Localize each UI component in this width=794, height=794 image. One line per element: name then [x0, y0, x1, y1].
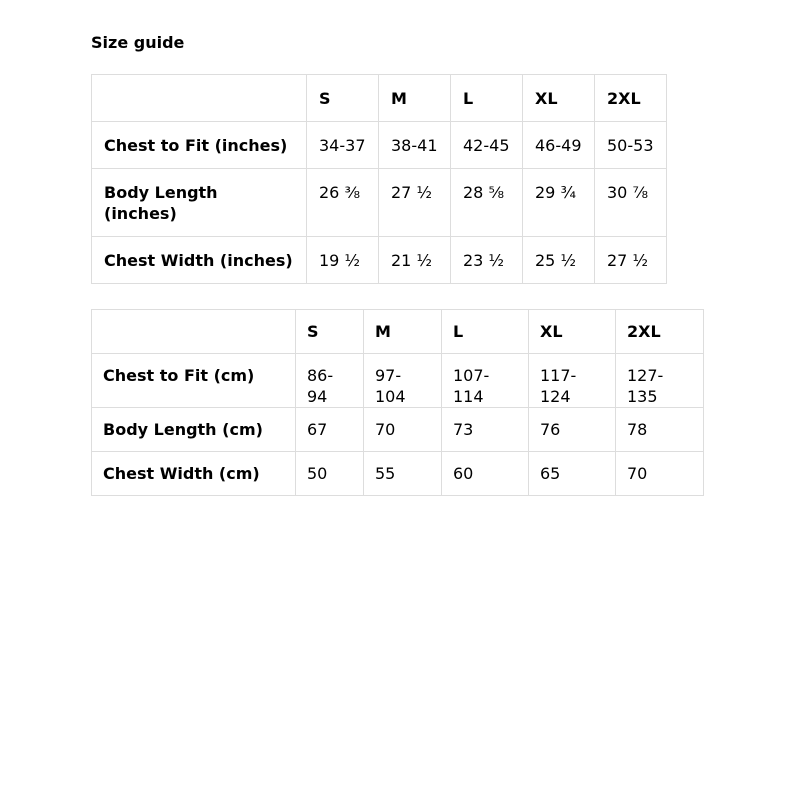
row-label: Chest Width (inches)	[92, 237, 307, 284]
table-cell: 127-135	[616, 354, 704, 408]
table-header-row	[92, 75, 667, 122]
table-row-chest-to-fit	[92, 122, 667, 169]
table-row-body-length	[92, 408, 704, 452]
table-cell: 73	[442, 408, 529, 452]
table-cell: 34-37	[307, 122, 379, 169]
table-row-chest-width	[92, 237, 667, 284]
table-cell: 27 ½	[595, 237, 667, 284]
table-cell: 70	[616, 452, 704, 496]
table-cell: 26 ⅜	[307, 169, 379, 237]
table-cell: 70	[364, 408, 442, 452]
header-cell-empty	[92, 75, 307, 122]
row-label: Chest to Fit (cm)	[92, 354, 296, 408]
table-cell: 76	[529, 408, 616, 452]
table-cell: 67	[296, 408, 364, 452]
table-cell: 117-124	[529, 354, 616, 408]
table-cell: 107-114	[442, 354, 529, 408]
row-label: Body Length (cm)	[92, 408, 296, 452]
page-title: Size guide	[91, 33, 185, 52]
header-cell-2xl: 2XL	[616, 310, 704, 354]
table-cell: 21 ½	[379, 237, 451, 284]
table-cell: 19 ½	[307, 237, 379, 284]
header-cell-l: L	[442, 310, 529, 354]
row-label: Chest to Fit (inches)	[92, 122, 307, 169]
header-cell-xl: XL	[529, 310, 616, 354]
table-cell: 28 ⅝	[451, 169, 523, 237]
table-cell: 78	[616, 408, 704, 452]
table-row-chest-to-fit	[92, 354, 704, 408]
table-row-body-length	[92, 169, 667, 237]
header-cell-m: M	[379, 75, 451, 122]
header-cell-empty	[92, 310, 296, 354]
table-cell: 25 ½	[523, 237, 595, 284]
table-header-row	[92, 310, 704, 354]
table-cell: 30 ⅞	[595, 169, 667, 237]
table-cell: 27 ½	[379, 169, 451, 237]
header-cell-2xl: 2XL	[595, 75, 667, 122]
table-cell: 86-94	[296, 354, 364, 408]
table-cell: 60	[442, 452, 529, 496]
table-cell: 50-53	[595, 122, 667, 169]
table-row-chest-width	[92, 452, 704, 496]
header-cell-s: S	[296, 310, 364, 354]
size-table-inches	[91, 74, 667, 284]
size-table-cm	[91, 309, 704, 496]
table-cell: 97-104	[364, 354, 442, 408]
table-cell: 50	[296, 452, 364, 496]
table-cell: 55	[364, 452, 442, 496]
row-label: Body Length (inches)	[92, 169, 307, 237]
table-cell: 38-41	[379, 122, 451, 169]
table-cell: 42-45	[451, 122, 523, 169]
header-cell-m: M	[364, 310, 442, 354]
table-cell: 23 ½	[451, 237, 523, 284]
header-cell-xl: XL	[523, 75, 595, 122]
header-cell-s: S	[307, 75, 379, 122]
table-cell: 65	[529, 452, 616, 496]
table-cell: 29 ¾	[523, 169, 595, 237]
header-cell-l: L	[451, 75, 523, 122]
row-label: Chest Width (cm)	[92, 452, 296, 496]
table-cell: 46-49	[523, 122, 595, 169]
